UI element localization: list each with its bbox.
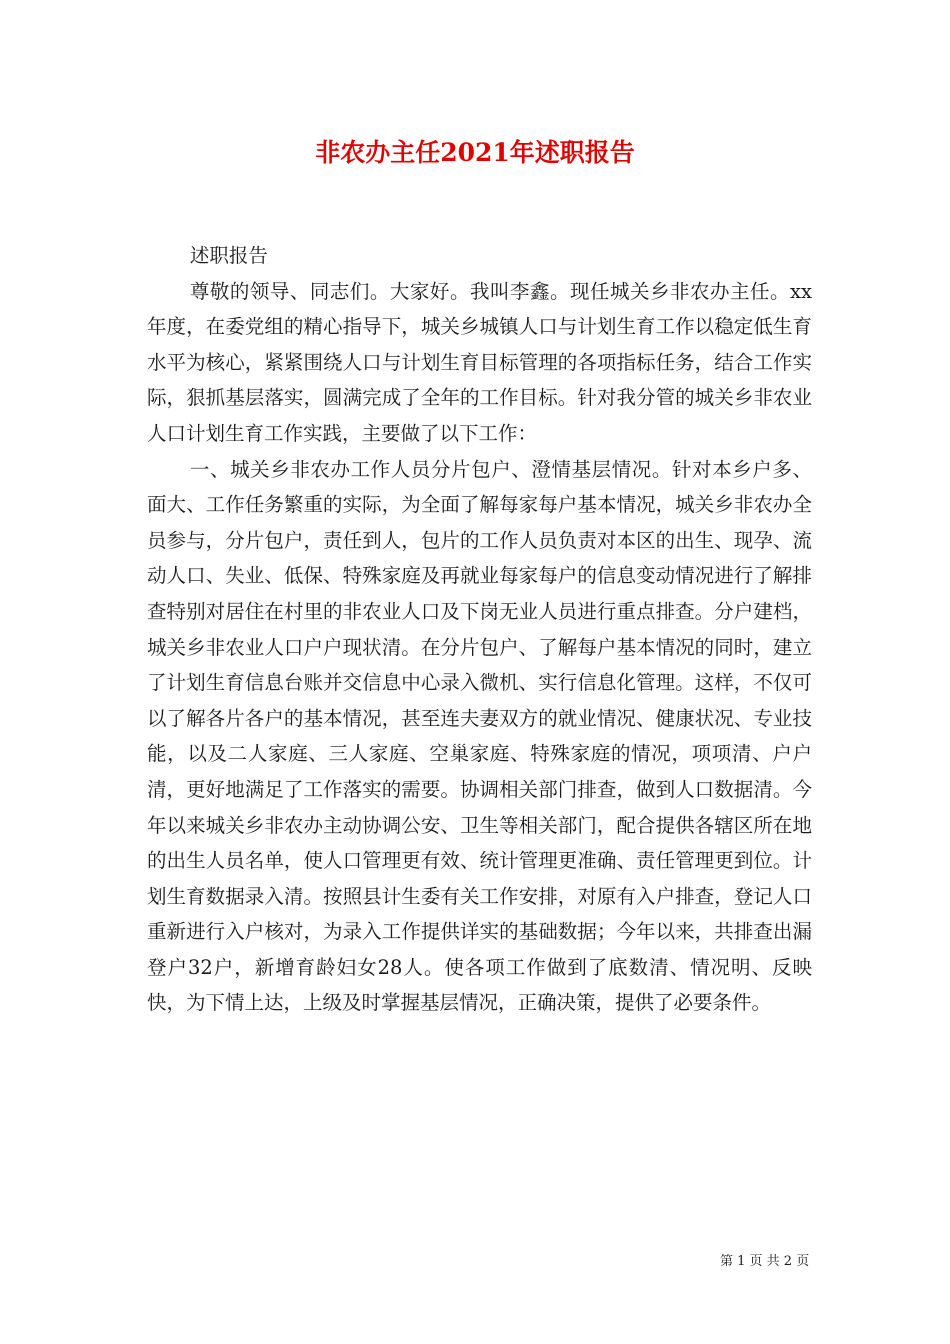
page-number: 第 1 页 共 2 页 [720, 1254, 810, 1269]
report-heading: 述职报告 [189, 244, 268, 267]
document-body [147, 238, 812, 1021]
paragraph-greeting: 尊敬的领导、同志们。大家好。我叫李鑫。现任城关乡非农办主任。xx年度，在委党组的精心指导下，城关乡城镇人口与计划生育工作以稳定低生育水平为核心，紧紧围绕人口与计划生育目标管理的各项指标任务，结合工作实际，狠抓基层落实，圆满完成了全年的工作目标。针对我分管的城关乡非农业人口计划生育工作实践，主要做了以下工作： [147, 279, 812, 445]
document-title: 非农办主任2021年述职报告 [315, 138, 635, 167]
paragraph-section-one: 一、城关乡非农办工作人员分片包户、澄情基层情况。针对本乡户多、面大、工作任务繁重的实际，为全面了解每家每户基本情况，城关乡非农办全员参与，分片包户，责任到人，包片的工作人员负责对本区的出生、现孕、流动人口、失业、低保、特殊家庭及再就业每家每户的信息变动情况进行了解排查特别对居住在村里的非农业人口及下岗无业人员进行重点排查。分户建档，城关乡非农业人口户户现状清。在分片包户、了解每户基本情况的同时，建立了计划生育信息台账并交信息中心录入微机、实行信息化管理。这样，不仅可以了解各片各户的基本情况，甚至连夫妻双方的就业情况、健康状况、专业技能，以及二人家庭、三人家庭、空巢家庭、特殊家庭的情况，项项清、户户清，更好地满足了工作落实的需要。协调相关部门排查，做到人口数据清。今年以来城关乡非农办主动协调公安、卫生等相关部门，配合提供各辖区所在地的出生人员名单，使人口管理更有效、统计管理更准确、责任管理更到位。计划生育数据录入清。按照县计生委有关工作安排，对原有入户排查，登记人口重新进行入户核对，为录入工作提供详实的基础数据；今年以来，共排查出漏登户32户，新增育龄妇女28人。使各项工作做到了底数清、情况明、反映快，为下情上达，上级及时掌握基层情况，正确决策，提供了必要条件。 [147, 457, 812, 1015]
